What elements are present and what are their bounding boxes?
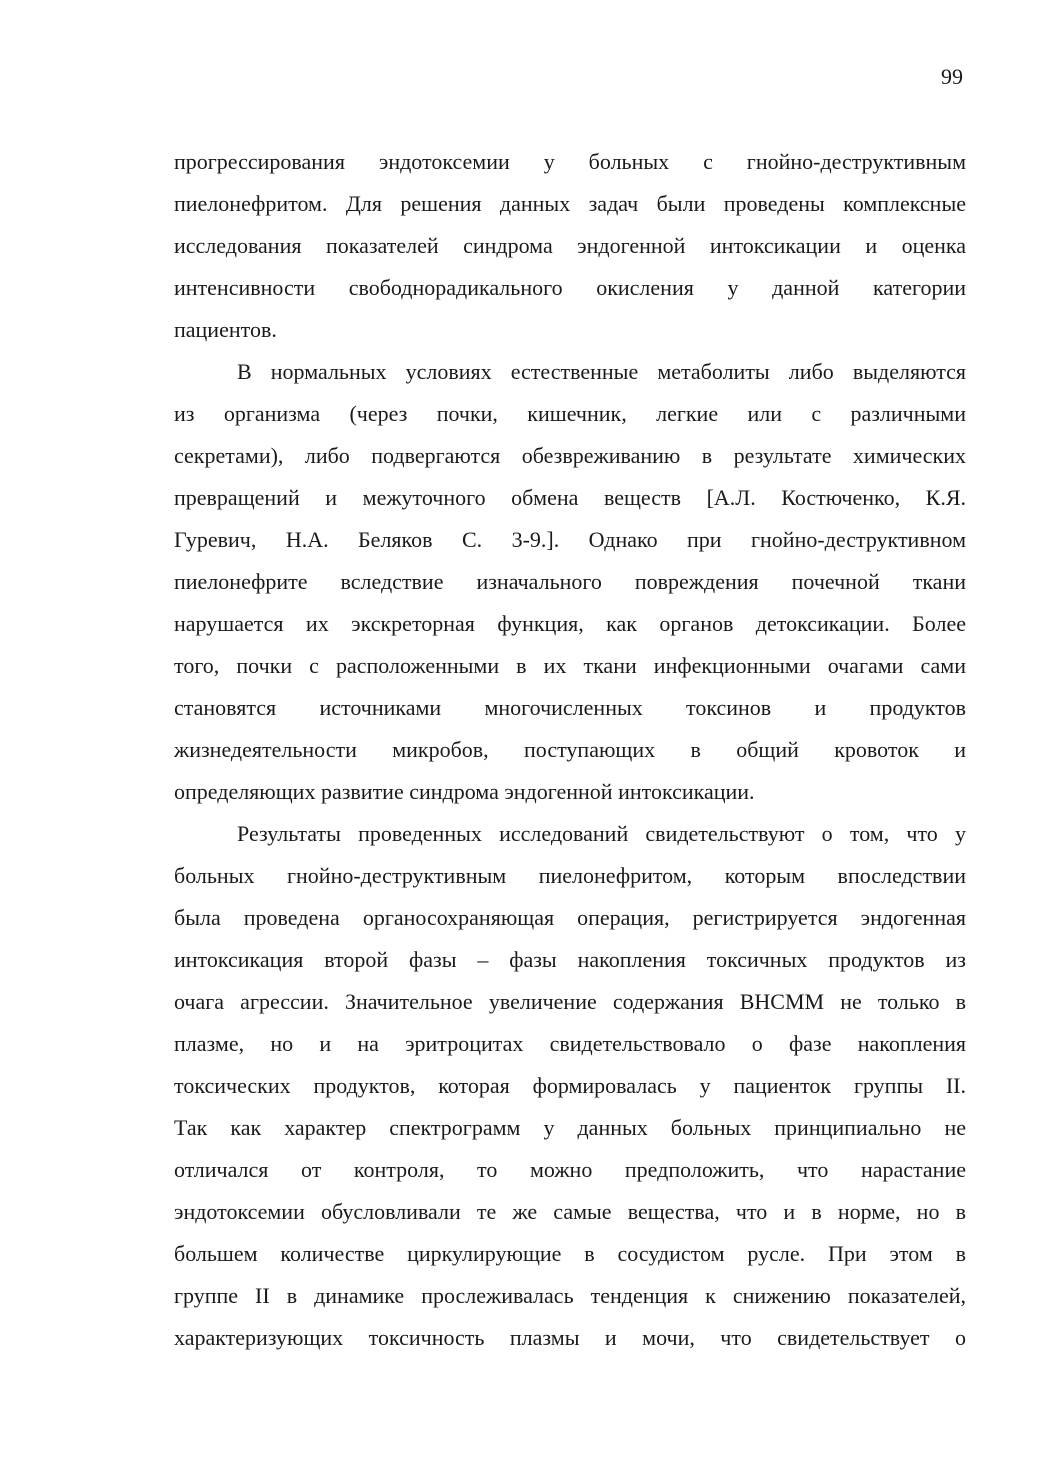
body-text: [174, 141, 966, 1359]
text-line: становятся источниками многочисленных токсинов и продуктов: [174, 695, 966, 720]
text-line: отличался от контроля, то можно предположить, что нарастание: [174, 1157, 966, 1182]
text-line: токсических продуктов, которая формировалась у пациенток группы II.: [174, 1073, 966, 1098]
text-line: интенсивности свободнорадикального окисления у данной категории: [174, 275, 966, 300]
text-line: определяющих развитие синдрома эндогенной интоксикации.: [174, 779, 755, 804]
text-line: из организма (через почки, кишечник, легкие или с различными: [174, 401, 966, 426]
text-line: прогрессирования эндотоксемии у больных с гнойно-деструктивным: [174, 149, 966, 174]
text-line: В нормальных условиях естественные метаболиты либо выделяются: [237, 359, 966, 384]
text-line: очага агрессии. Значительное увеличение содержания ВНСММ не только в: [174, 989, 966, 1014]
text-line: интоксикация второй фазы – фазы накопления токсичных продуктов из: [174, 947, 966, 972]
text-line: плазме, но и на эритроцитах свидетельствовало о фазе накопления: [174, 1031, 966, 1056]
text-line: большем количестве циркулирующие в сосудистом русле. При этом в: [174, 1241, 966, 1266]
text-line: пациентов.: [174, 317, 277, 342]
text-line: того, почки с расположенными в их ткани инфекционными очагами сами: [174, 653, 966, 678]
text-line: превращений и межуточного обмена веществ [А.Л. Костюченко, К.Я.: [174, 485, 966, 510]
text-line: исследования показателей синдрома эндогенной интоксикации и оценка: [174, 233, 966, 258]
text-line: группе II в динамике прослеживалась тенденция к снижению показателей,: [174, 1283, 966, 1308]
text-line: эндотоксемии обусловливали те же самые вещества, что и в норме, но в: [174, 1199, 966, 1224]
text-line: секретами), либо подвергаются обезвреживанию в результате химических: [174, 443, 966, 468]
page-number: 99: [941, 64, 963, 89]
text-line: жизнедеятельности микробов, поступающих в общий кровоток и: [174, 737, 966, 762]
paragraph-1: [174, 141, 966, 351]
paragraph-3: [174, 813, 966, 1359]
text-line: характеризующих токсичность плазмы и мочи, что свидетельствует о: [174, 1325, 966, 1350]
text-line: Гуревич, Н.А. Беляков С. 3-9.]. Однако при гнойно-деструктивном: [174, 527, 966, 552]
text-line: пиелонефрите вследствие изначального повреждения почечной ткани: [174, 569, 966, 594]
text-line: Так как характер спектрограмм у данных больных принципиально не: [174, 1115, 966, 1140]
text-line: была проведена органосохраняющая операция, регистрируется эндогенная: [174, 905, 966, 930]
text-line: Результаты проведенных исследований свидетельствуют о том, что у: [237, 821, 966, 846]
text-line: нарушается их экскреторная функция, как органов детоксикации. Более: [174, 611, 966, 636]
text-line: больных гнойно-деструктивным пиелонефритом, которым впоследствии: [174, 863, 966, 888]
text-line: пиелонефритом. Для решения данных задач были проведены комплексные: [174, 191, 966, 216]
paragraph-2: [174, 351, 966, 813]
